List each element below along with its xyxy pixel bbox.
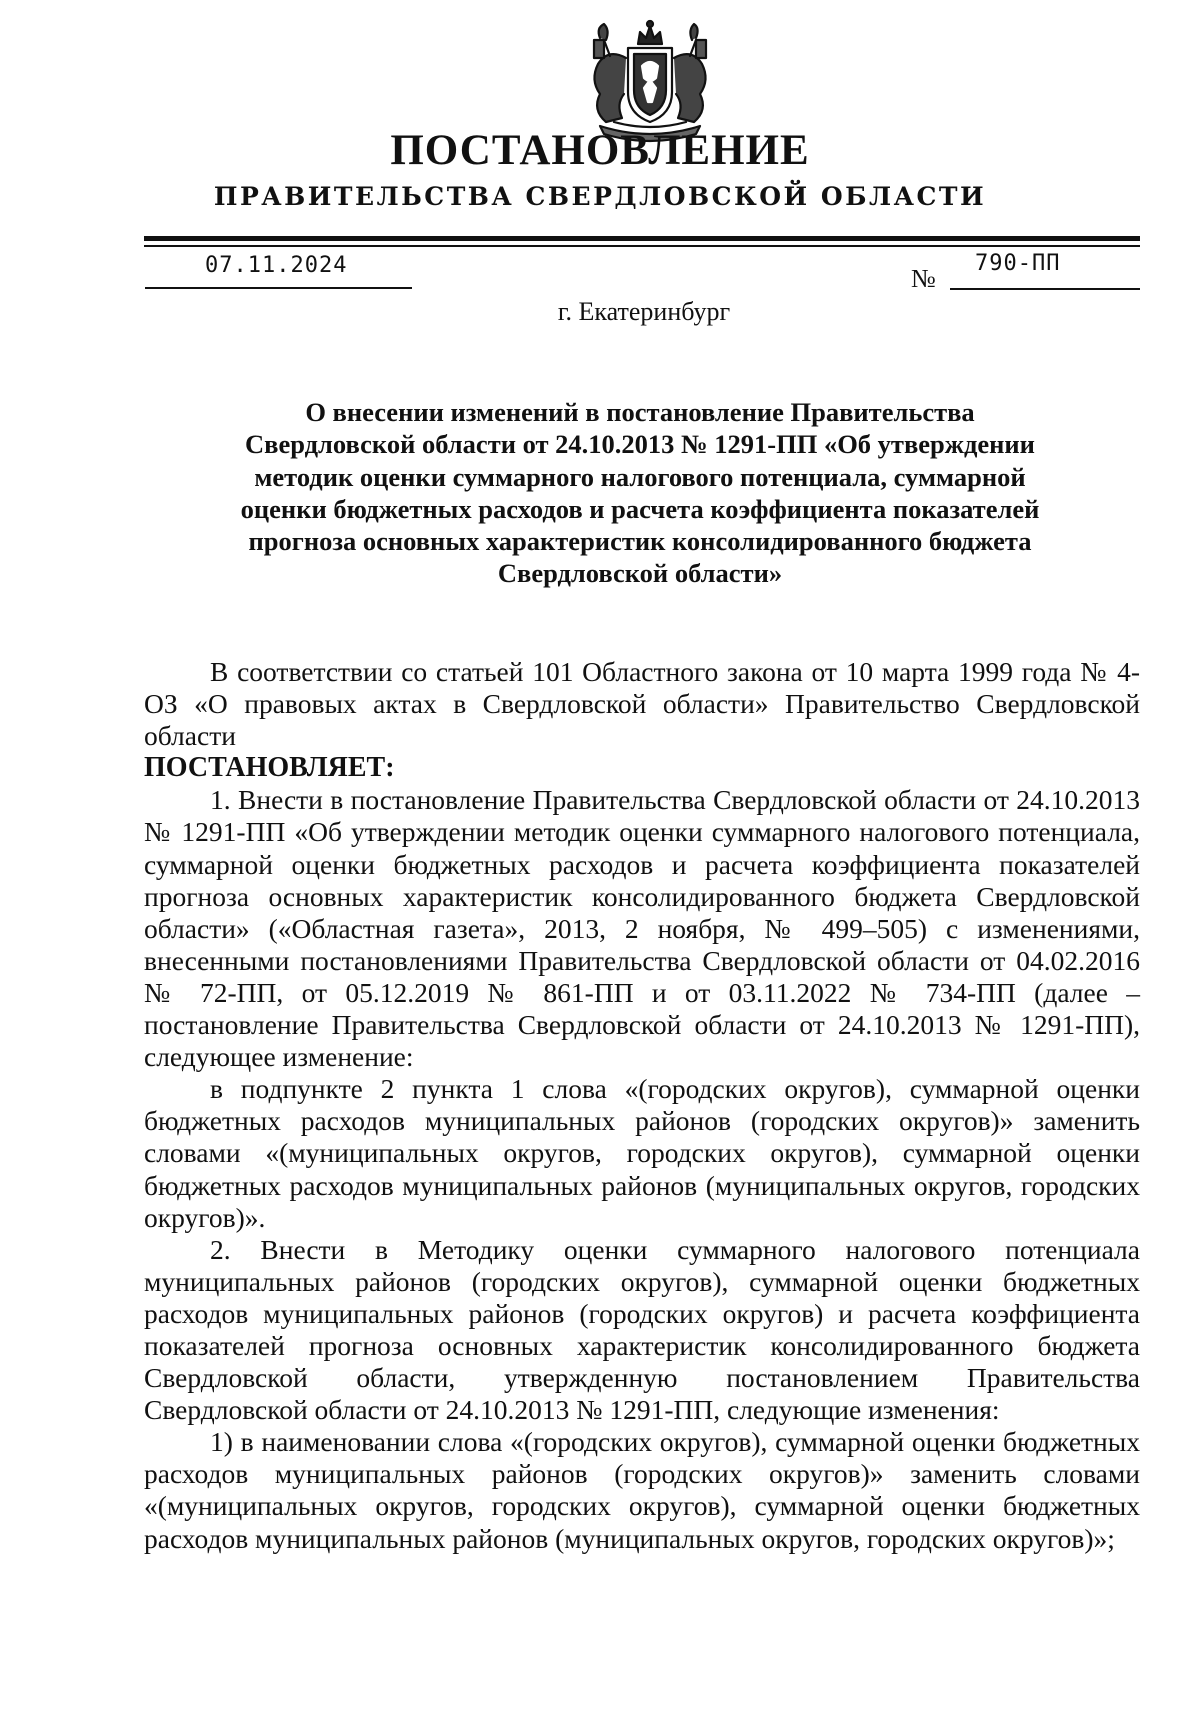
number-underline [950,288,1140,290]
document-subtitle: ПРАВИТЕЛЬСТВА СВЕРДЛОВСКОЙ ОБЛАСТИ [213,182,987,211]
date-underline [145,287,412,289]
paragraph-2-sub-1: 1) в наименовании слова «(городских округов), суммарной оценки бюджетных расходов муниципальных районов (городских округов)» заменить словами «(муниципальных округов, городских округов), суммарной оценки бюджетных расходов муниципальных районов (муниципальных округов, городских округов)»; [144,1426,1140,1554]
paragraph-1: 1. Внести в постановление Правительства Свердловской области от 24.10.2013 № 1291-ПП «Об утверждении методик оценки суммарного налогового потенциала, суммарной оценки бюджетных расходов и расчета коэффициента показателей прогноза основных характеристик консолидированного бюджета Свердловской области» («Областная газета», 2013, 2 ноября, № 499–505) с изменениями, внесенными постановлениями Правительства Свердловской области от 04.02.2016 № 72-ПП, от 05.12.2019 № 861-ПП и от 03.11.2022 № 734-ПП (далее – постановление Правительства Свердловской области от 24.10.2013 № 1291-ПП), следующее изменение: [144,784,1140,1073]
resolve-label: ПОСТАНОВЛЯЕТ: [144,752,395,784]
city: г. Екатеринбург [557,297,731,326]
heading-line: О внесении изменений в постановление Правительства [305,397,975,427]
document-heading [200,396,1080,590]
heading-line: Свердловской области» [497,558,783,589]
heading-line: Свердловской области от 24.10.2013 № 1291-ПП «Об утверждении [245,429,1035,460]
document-title: ПОСТАНОВЛЕНИЕ [390,127,810,174]
city-line [0,296,1200,328]
preamble-paragraph: В соответствии со статьей 101 Областного закона от 10 марта 1999 года № 4-ОЗ «О правовых актах в Свердловской области» Правительство Свердловской области [144,656,1140,752]
paragraph-2: 2. Внести в Методику оценки суммарного налогового потенциала муниципальных районов (городских округов), суммарной оценки бюджетных расходов муниципальных районов (городских округов) и расчета коэффициента показателей прогноза основных характеристик консолидированного бюджета Свердловской области, утвержденную постановлением Правительства Свердловской области от 24.10.2013 № 1291-ПП, следующие изменения: [144,1233,1140,1426]
document-date: 07.11.2024 [205,253,348,278]
document-body [144,656,1140,1555]
header-rule-thin [144,245,1140,247]
heading-line: прогноза основных характеристик консолидированного бюджета [248,526,1032,557]
heading-line: методик оценки суммарного налогового потенциала, суммарной [254,461,1026,492]
number-sign: № [911,264,936,293]
document-number: 790-ПП [975,251,1061,276]
paragraph-1-sub: в подпункте 2 пункта 1 слова «(городских округов), суммарной оценки бюджетных расходов муниципальных районов (городских округов)» заменить словами «(муниципальных округов, городских округов), суммарной оценки бюджетных расходов муниципальных районов (муниципальных округов, городских округов)». [144,1073,1140,1233]
heading-line: оценки бюджетных расходов и расчета коэффициента показателей [240,493,1040,524]
header-rule-thick [144,236,1140,241]
